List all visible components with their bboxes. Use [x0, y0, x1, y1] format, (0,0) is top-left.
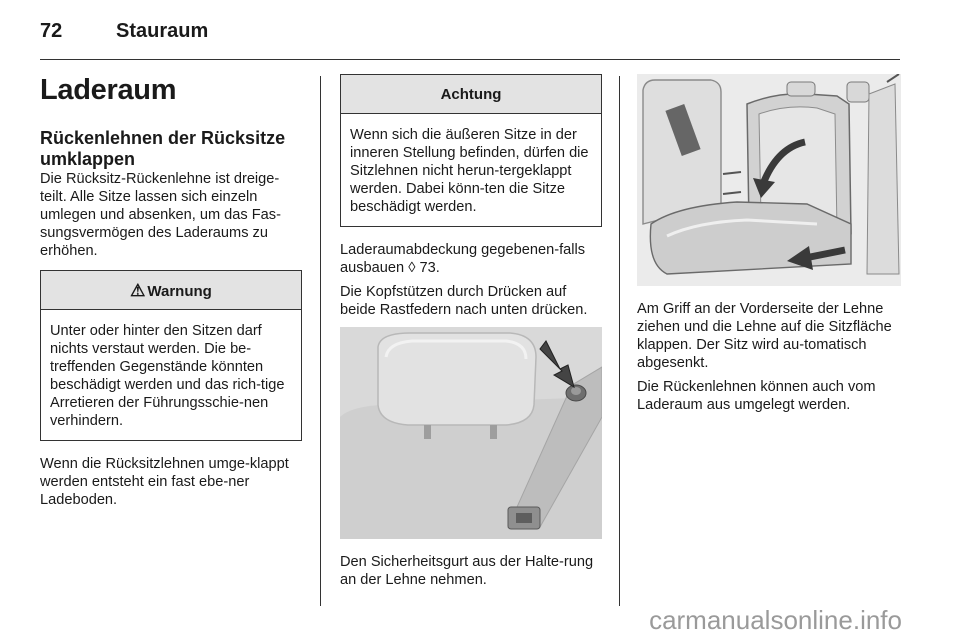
section-title: Laderaum	[40, 74, 177, 106]
column-divider-right	[619, 76, 620, 606]
caution-box	[340, 74, 602, 227]
page-header	[40, 18, 900, 60]
step-seatbelt: Den Sicherheitsgurt aus der Halte-rung an der Lehne nehmen.	[340, 554, 594, 588]
step-headrests: Die Kopfstützen durch Drücken auf beide Rastfedern nach unten drücken.	[340, 284, 588, 318]
caution-text: Wenn sich die äußeren Sitze in der inneren Stellung befinden, dürfen die Sitzlehnen nicht herun-tergeklappt werden. Dabei könn-ten die Sitze beschädigt werden.	[350, 127, 589, 215]
page-number: 72	[40, 20, 63, 42]
warning-text: Unter oder hinter den Sitzen darf nichts verstaut werden. Die be-treffenden Gegenstände könnten beschädigt werden und das rich-tige Arretieren der Führungsschie-nen verhindern.	[50, 323, 285, 429]
warning-label: Warnung	[147, 283, 212, 300]
step-remove-cover: Laderaumabdeckung gegebenen-falls ausbauen ◊ 73.	[340, 242, 586, 276]
running-title: Stauraum	[116, 20, 209, 42]
step-from-cargo-area: Die Rückenlehnen können auch vom Laderaum aus umgelegt werden.	[637, 379, 876, 413]
column-3	[637, 74, 901, 420]
warning-header	[41, 271, 301, 310]
column-divider-left	[320, 76, 321, 606]
warning-triangle-icon: ⚠	[130, 281, 146, 300]
column-1	[40, 74, 302, 515]
caution-header: Achtung	[341, 75, 601, 114]
seat-folding-illustration	[637, 74, 901, 286]
after-warning-paragraph: Wenn die Rücksitzlehnen umge-klappt werden entsteht ein fast ebe-ner Ladeboden.	[40, 456, 289, 508]
headrest-illustration	[340, 327, 602, 539]
intro-paragraph: Die Rücksitz-Rückenlehne ist dreige-teilt. Alle Sitze lassen sich einzeln umlegen und absenken, um das Fas-sungsvermögen des Laderaums zu erhöhen.	[40, 171, 281, 259]
step-fold-backrest: Am Griff an der Vorderseite der Lehne ziehen und die Lehne auf die Sitzfläche klappen. Der Sitz wird au-tomatisch abgesenkt.	[637, 301, 892, 371]
warning-box	[40, 270, 302, 441]
column-2	[340, 74, 602, 595]
section-subtitle: Rückenlehnen der Rücksitze umklappen	[40, 128, 286, 169]
watermark: carmanualsonline.info	[649, 605, 902, 635]
page-reference: 73.	[419, 260, 440, 276]
page-reference-icon: ◊	[408, 260, 416, 276]
